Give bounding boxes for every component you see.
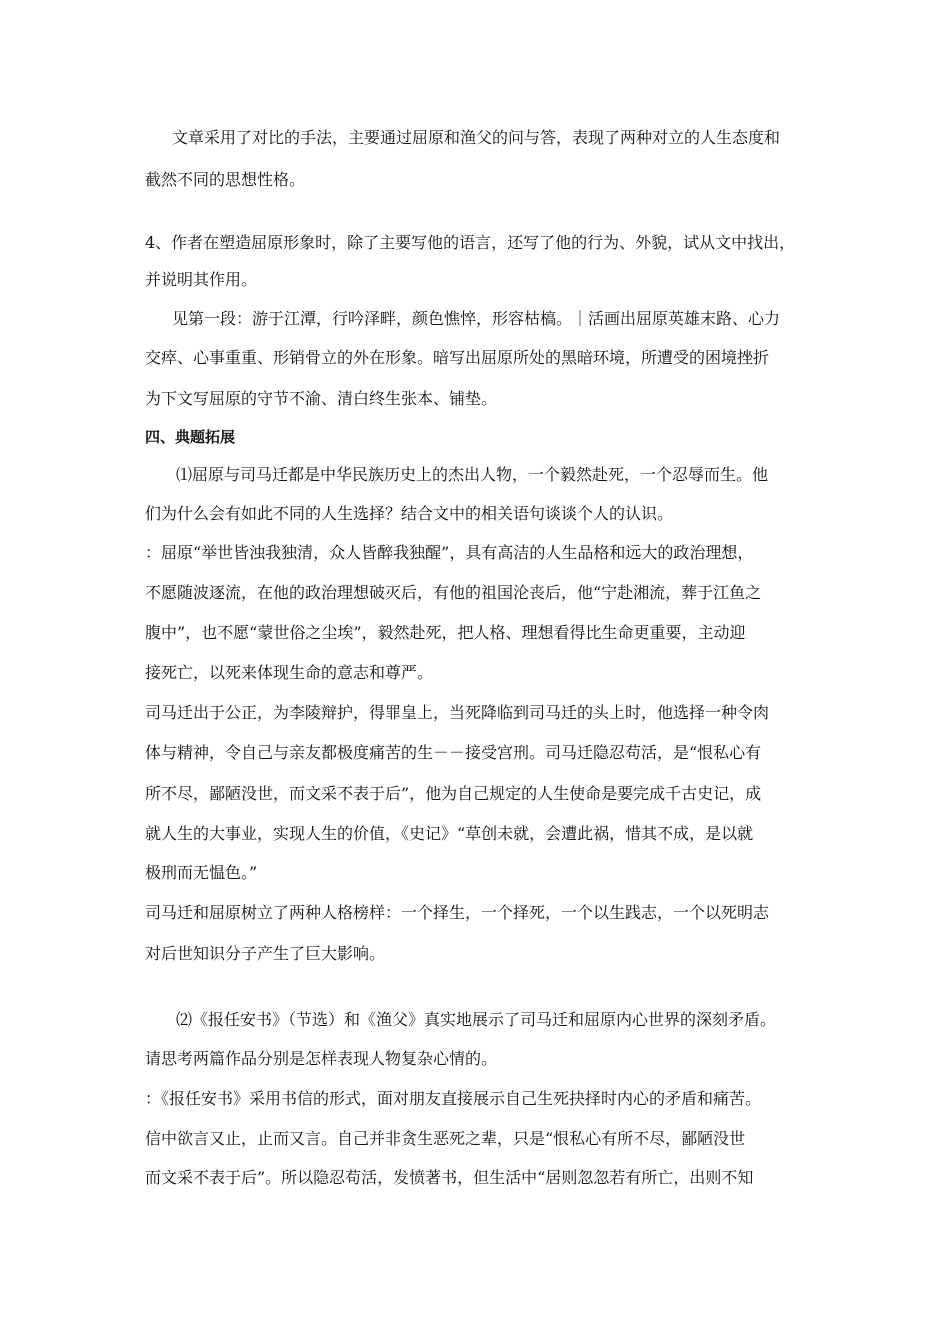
paragraph-line: 并说明其作用。: [145, 270, 258, 289]
answer-line: 接死亡，以死来体现生命的意志和尊严。: [145, 663, 434, 682]
answer-line: 而文采不表于后”。所以隐忍苟活，发愤著书，但生活中“居则忽忽若有所亡，出则不知: [145, 1168, 754, 1187]
answer-line: 对后世知识分子产生了巨大影响。: [145, 944, 386, 963]
answer-line: 极刑而无愠色。”: [145, 863, 258, 882]
answer-line: 司马迁和屈原树立了两种人格榜样：一个择生，一个择死，一个以生践志，一个以死明志: [145, 903, 770, 922]
answer-line: 体与精神，令自己与亲友都极度痛苦的生－－接受宫刑。司马迁隐忍苟活，是“恨私心有: [145, 743, 762, 762]
question-2: ⑵《报任安书》（节选）和《渔父》真实地展示了司马迁和屈原内心世界的深刻矛盾。: [176, 1010, 777, 1029]
answer-line: ：《报任安书》采用书信的形式，面对朋友直接展示自己生死抉择时内心的矛盾和痛苦。: [145, 1089, 762, 1108]
question-1: ⑴屈原与司马迁都是中华民族历史上的杰出人物，一个毅然赴死，一个忍辱而生。他: [176, 465, 769, 484]
answer-line: 不愿随波逐流，在他的政治理想破灭后，有他的祖国沦丧后，他“宁赴湘流，葬于江鱼之: [145, 583, 762, 602]
answer-line: 信中欲言又止，止而又言。自己并非贪生恶死之辈，只是“恨私心有所不尽，鄙陋没世: [145, 1129, 746, 1148]
question-4: 4、作者在塑造屈原形象时，除了主要写他的语言，还写了他的行为、外貌，试从文中找出，: [145, 233, 796, 252]
answer-line: 见第一段：游于江潭，行吟泽畔，颜色憔悴，形容枯槁。｜活画出屈原英雄末路、心力: [172, 309, 781, 328]
paragraph-line: 截然不同的思想性格。: [145, 170, 306, 189]
answer-line: 所不尽，鄙陋没世，而文采不表于后”，他为自己规定的人生使命是要完成千古史记，成: [145, 784, 762, 803]
answer-line: 为下文写屈原的守节不渝、清白终生张本、铺垫。: [145, 389, 498, 408]
paragraph-line: 文章采用了对比的手法，主要通过屈原和渔父的问与答，表现了两种对立的人生态度和: [172, 128, 781, 147]
answer-line: 就人生的大事业，实现人生的价值，《史记》“草创未就，会遭此祸，惜其不成，是以就: [145, 824, 754, 843]
section-heading: 四、典题拓展: [145, 428, 236, 446]
answer-line: 司马迁出于公正，为李陵辩护，得罪皇上，当死降临到司马迁的头上时，他选择一种令肉: [145, 703, 770, 722]
answer-line: 交瘁、心事重重、形销骨立的外在形象。暗写出屈原所处的黑暗环境，所遭受的困境挫折: [145, 348, 770, 367]
answer-line: 腹中”，也不愿“蒙世俗之尘埃”，毅然赴死，把人格、理想看得比生命更重要，主动迎: [145, 623, 746, 642]
paragraph-line: 请思考两篇作品分别是怎样表现人物复杂心情的。: [145, 1049, 498, 1068]
paragraph-line: 们为什么会有如此不同的人生选择？结合文中的相关语句谈谈个人的认识。: [145, 504, 674, 523]
answer-line: ：屈原“举世皆浊我独清，众人皆醉我独醒”，具有高洁的人生品格和远大的政治理想，: [145, 543, 754, 562]
